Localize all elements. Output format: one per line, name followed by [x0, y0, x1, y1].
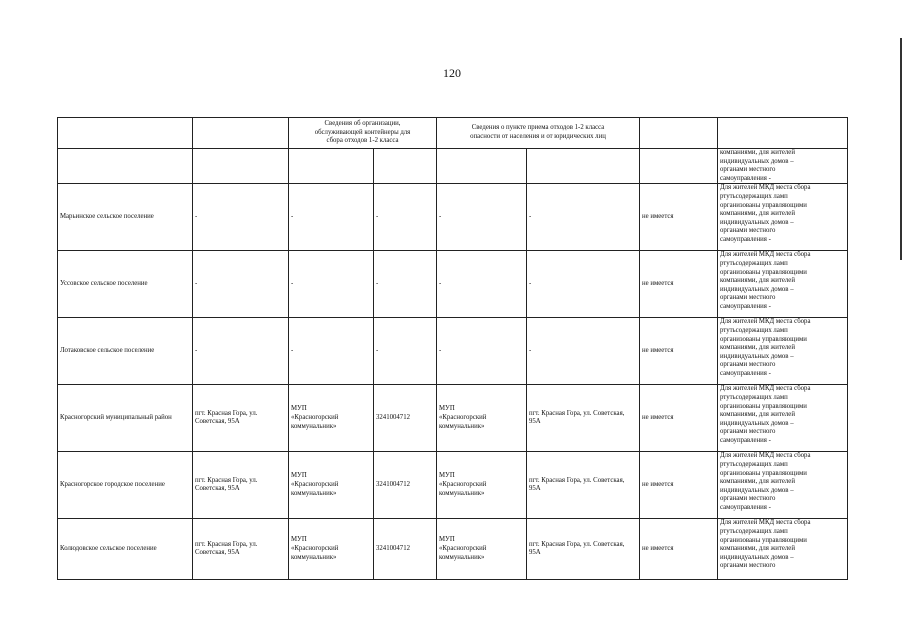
- collection-point-organization-line: коммунальник»: [439, 553, 485, 561]
- collection-point-organization-line: МУП: [439, 405, 455, 413]
- table-row: [58, 184, 848, 251]
- collection-point-organization: [437, 184, 527, 251]
- note-line: Для жителей МКД места сбора: [720, 385, 811, 393]
- note-line: компаниями, для жителей: [720, 478, 795, 486]
- header-org-line: сбора отходов 1-2 класса: [326, 137, 399, 145]
- note-line: Для жителей МКД места сбора: [720, 452, 811, 460]
- service-organization: [289, 452, 374, 519]
- header-point-line: Сведения о пункте приема отходов 1-2 класса: [471, 124, 605, 132]
- note-line: индивидуальных домов –: [720, 486, 794, 494]
- service-organization: [289, 184, 374, 251]
- collection-point-organization-line: МУП: [439, 472, 455, 480]
- collection-point-address: пгт. Красная Гора, ул. Советская, 95А: [527, 519, 640, 580]
- note-line: Для жителей МКД места сбора: [720, 519, 811, 527]
- container-address: пгт. Красная Гора, ул. Советская, 95А: [193, 385, 289, 452]
- territory-name: Марьинское сельское поселение: [58, 184, 193, 251]
- note: [718, 184, 848, 251]
- collection-point-organization-line: коммунальник»: [439, 489, 485, 497]
- service-organization: [289, 251, 374, 318]
- organization-inn: 3241004712: [374, 452, 437, 519]
- table-row: [58, 452, 848, 519]
- note-line: компаниями, для жителей: [720, 411, 795, 419]
- note-line: индивидуальных домов –: [720, 218, 794, 226]
- note-line: органами местного: [720, 562, 776, 570]
- collection-point-organization: [437, 519, 527, 580]
- note-line: органами местного: [720, 227, 776, 235]
- organization-inn: -: [374, 184, 437, 251]
- note-line: Для жителей МКД места сбора: [720, 184, 811, 192]
- collection-point-status: не имеется: [640, 184, 718, 251]
- note: [718, 452, 848, 519]
- header-org-section: [289, 118, 437, 149]
- collection-point-status: не имеется: [640, 452, 718, 519]
- service-organization-line: коммунальник»: [291, 422, 337, 430]
- header-cell-status: [640, 118, 718, 149]
- service-organization-line: МУП: [291, 405, 307, 413]
- note-line: организованы управляющими: [720, 268, 807, 276]
- table-header-row: [58, 118, 848, 149]
- note-line: ртутьсодержащих ламп: [720, 460, 788, 468]
- note: [718, 318, 848, 385]
- organization-inn: 3241004712: [374, 519, 437, 580]
- note-line: индивидуальных домов –: [720, 419, 794, 427]
- territory-name: Уссовское сельское поселение: [58, 251, 193, 318]
- table-row: [58, 251, 848, 318]
- territory-name: Лотаковское сельское поселение: [58, 318, 193, 385]
- service-organization: [289, 318, 374, 385]
- header-cell-territory: [58, 118, 193, 149]
- note: [718, 251, 848, 318]
- table-row: [58, 519, 848, 580]
- waste-collection-table: [57, 117, 848, 580]
- note-line: органами местного: [720, 495, 776, 503]
- service-organization-line: -: [291, 280, 294, 288]
- collection-point-status: не имеется: [640, 519, 718, 580]
- collection-point-address: пгт. Красная Гора, ул. Советская, 95А: [527, 452, 640, 519]
- note-line: компаниями, для жителей: [720, 545, 795, 553]
- collection-point-organization-line: «Красногорский: [439, 414, 487, 422]
- note-line: организованы управляющими: [720, 402, 807, 410]
- service-organization-line: -: [291, 347, 294, 355]
- header-cell-note: [718, 118, 848, 149]
- collection-point-status: не имеется: [640, 318, 718, 385]
- container-address: пгт. Красная Гора, ул. Советская, 95А: [193, 519, 289, 580]
- service-organization: [289, 519, 374, 580]
- note-line: самоуправления -: [720, 369, 771, 377]
- note-line: ртутьсодержащих ламп: [720, 393, 788, 401]
- organization-inn: 3241004712: [374, 385, 437, 452]
- continued-note: [718, 149, 848, 184]
- note-line: самоуправления -: [720, 302, 771, 310]
- note-line: компаниями, для жителей: [720, 149, 795, 156]
- note-line: ртутьсодержащих ламп: [720, 527, 788, 535]
- note-line: ртутьсодержащих ламп: [720, 259, 788, 267]
- collection-point-status: не имеется: [640, 385, 718, 452]
- service-organization-line: «Красногорский: [291, 481, 339, 489]
- note: [718, 385, 848, 452]
- territory-name: Колюдовское сельское поселение: [58, 519, 193, 580]
- note-line: органами местного: [720, 361, 776, 369]
- service-organization-line: МУП: [291, 472, 307, 480]
- note-line: индивидуальных домов –: [720, 553, 794, 561]
- collection-point-organization-line: -: [439, 213, 442, 221]
- note-line: самоуправления -: [720, 174, 771, 182]
- note-line: органами местного: [720, 294, 776, 302]
- container-address: -: [193, 251, 289, 318]
- collection-point-status: не имеется: [640, 251, 718, 318]
- service-organization-line: «Красногорский: [291, 545, 339, 553]
- note-line: Для жителей МКД места сбора: [720, 318, 811, 326]
- note-line: индивидуальных домов –: [720, 157, 794, 165]
- note-line: органами местного: [720, 166, 776, 174]
- service-organization-line: «Красногорский: [291, 414, 339, 422]
- collection-point-organization: [437, 452, 527, 519]
- service-organization-line: -: [291, 213, 294, 221]
- note-line: самоуправления -: [720, 436, 771, 444]
- note-line: организованы управляющими: [720, 201, 807, 209]
- header-point-section: [437, 118, 640, 149]
- margin-line: [900, 38, 902, 260]
- page-number: 120: [443, 66, 461, 80]
- collection-point-address: -: [527, 251, 640, 318]
- service-organization-line: коммунальник»: [291, 553, 337, 561]
- territory-name: Красногорское городское поселение: [58, 452, 193, 519]
- note-line: индивидуальных домов –: [720, 352, 794, 360]
- header-cell-address: [193, 118, 289, 149]
- note-line: компаниями, для жителей: [720, 277, 795, 285]
- collection-point-organization: [437, 385, 527, 452]
- collection-point-organization-line: «Красногорский: [439, 545, 487, 553]
- organization-inn: -: [374, 251, 437, 318]
- note-line: компаниями, для жителей: [720, 210, 795, 218]
- collection-point-organization-line: -: [439, 280, 442, 288]
- service-organization-line: МУП: [291, 536, 307, 544]
- service-organization-line: коммунальник»: [291, 489, 337, 497]
- note-line: компаниями, для жителей: [720, 344, 795, 352]
- note-line: организованы управляющими: [720, 536, 807, 544]
- collection-point-organization: [437, 251, 527, 318]
- container-address: -: [193, 184, 289, 251]
- collection-point-organization: [437, 318, 527, 385]
- note-line: самоуправления -: [720, 235, 771, 243]
- continued-row: [58, 149, 848, 184]
- organization-inn: -: [374, 318, 437, 385]
- table-row: [58, 318, 848, 385]
- collection-point-organization-line: «Красногорский: [439, 481, 487, 489]
- header-org-line: обслуживающей контейнеры для: [314, 128, 411, 136]
- header-org-line: Сведения об организации,: [324, 120, 401, 128]
- service-organization: [289, 385, 374, 452]
- note-line: ртутьсодержащих ламп: [720, 326, 788, 334]
- collection-point-organization-line: -: [439, 347, 442, 355]
- note-line: организованы управляющими: [720, 469, 807, 477]
- collection-point-organization-line: коммунальник»: [439, 422, 485, 430]
- territory-name: Красногорский муниципальный район: [58, 385, 193, 452]
- collection-point-address: -: [527, 318, 640, 385]
- note: [718, 519, 848, 580]
- note-line: ртутьсодержащих ламп: [720, 192, 788, 200]
- collection-point-address: -: [527, 184, 640, 251]
- note-line: индивидуальных домов –: [720, 285, 794, 293]
- container-address: -: [193, 318, 289, 385]
- note-line: организованы управляющими: [720, 335, 807, 343]
- table-row: [58, 385, 848, 452]
- container-address: пгт. Красная Гора, ул. Советская, 95А: [193, 452, 289, 519]
- collection-point-address: пгт. Красная Гора, ул. Советская, 95А: [527, 385, 640, 452]
- note-line: органами местного: [720, 428, 776, 436]
- header-point-line: опасности от населения и от юридических лиц: [470, 133, 606, 140]
- note-line: Для жителей МКД места сбора: [720, 251, 811, 259]
- note-line: самоуправления -: [720, 503, 771, 511]
- collection-point-organization-line: МУП: [439, 536, 455, 544]
